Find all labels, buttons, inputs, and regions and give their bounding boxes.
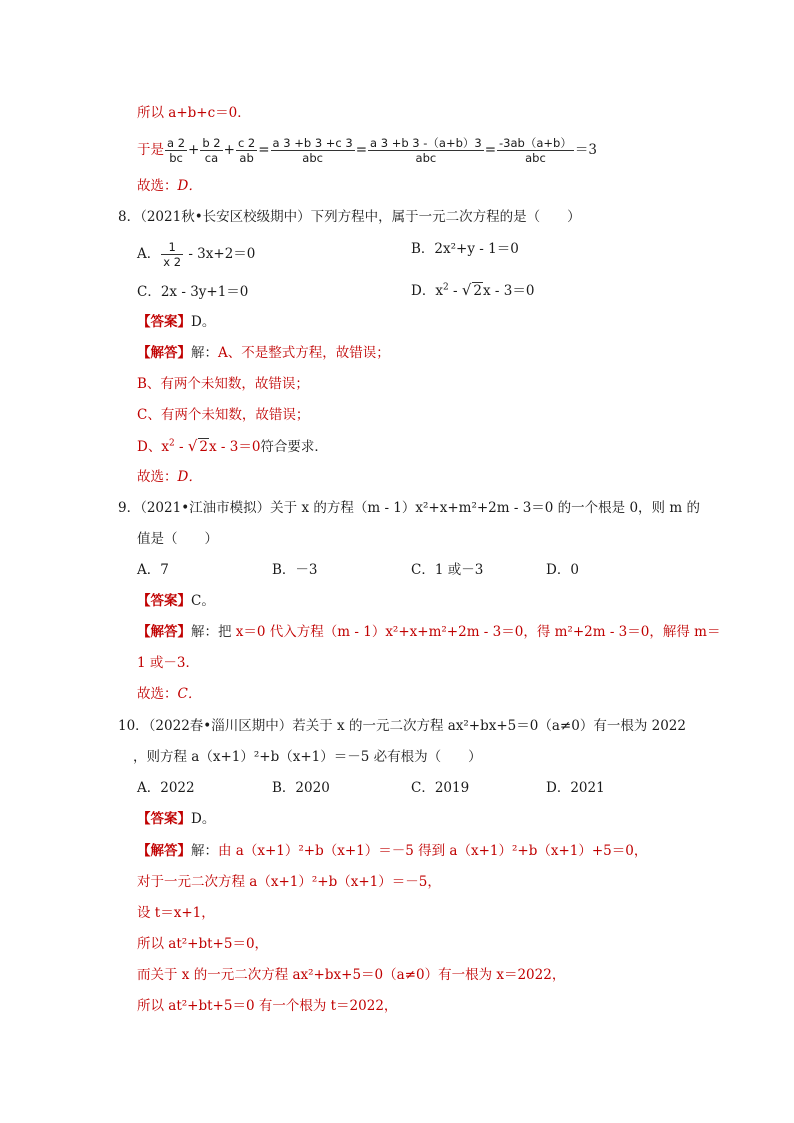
intro-choice-line: 故选：D． bbox=[137, 178, 202, 194]
q10-option-d: D．2021 bbox=[546, 780, 605, 796]
q10-solution-4: 所以 at²+bt+5＝0， bbox=[137, 936, 269, 952]
q8-a-fraction: $\frac{1}{x 2}$ bbox=[163, 239, 182, 269]
q8-solution-2: B、有两个未知数，故错误； bbox=[137, 376, 309, 392]
intro-result: ＝3 bbox=[574, 142, 597, 158]
q8-solution-4: D、$x^2$ - √ 2x - 3＝0符合要求． bbox=[137, 437, 328, 455]
q10-solution-5: 而关于 x 的一元二次方程 ax²+bx+5＝0（a≠0）有一根为 x＝2022， bbox=[137, 967, 566, 983]
q10-solution-2: 对于一元二次方程 a（x+1）²+b（x+1）＝－5， bbox=[137, 874, 441, 890]
q10-answer: 【答案】D。 bbox=[137, 811, 216, 827]
q9-solution-1: 【解答】解：把 x＝0 代入方程（m - 1）x²+x+m²+2m - 3＝0，得 m²+2m - 3＝0，解得 m＝ bbox=[137, 624, 721, 640]
q10-stem-1: 10．（2022春•淄川区期中）若关于 x 的一元二次方程 ax²+bx+5＝0（a≠0）有一根为 2022 bbox=[118, 718, 686, 734]
q9-solution-2: 1 或－3． bbox=[137, 655, 199, 671]
q9-stem-2: 值是（ ） bbox=[137, 531, 218, 547]
q9-choice: 故选：C． bbox=[137, 686, 202, 702]
q8-option-d: D．$x^2$ - √ 2x - 3＝0 bbox=[411, 281, 535, 299]
q10-option-b: B．2020 bbox=[272, 780, 330, 796]
intro-fraction-line: 于是 $\frac{a 2}{bc}$ + $\frac{b 2}{ca}$ + $\frac{c 2}{ab}$ = $\frac{a 3 +b 3 +c 3}{\text{abc}}$ = $\frac{a 3 +b 3 -(a+b)3}{\text{abc}}$ = $\frac{-3ab(a+b)}{\text{abc}}$ ＝3 bbox=[137, 135, 597, 165]
q9-option-d: D．0 bbox=[546, 562, 579, 578]
sqrt-icon: √ bbox=[187, 437, 198, 455]
q10-option-a: A．2022 bbox=[137, 780, 195, 796]
q8-option-a: A． $\frac{1}{x 2}$ - 3x+2＝0 bbox=[137, 239, 256, 269]
q10-solution-6: 所以 at²+bt+5＝0 有一个根为 t＝2022， bbox=[137, 998, 398, 1014]
q9-option-a: A．7 bbox=[137, 562, 169, 578]
q8-solution-1: 【解答】解：A、不是整式方程，故错误； bbox=[137, 345, 390, 361]
q8-stem: 8．（2021秋•长安区校级期中）下列方程中，属于一元二次方程的是（ ） bbox=[118, 209, 581, 225]
fraction-minus3ab: $\frac{-3ab(a+b)}{\text{abc}}$ bbox=[499, 135, 572, 165]
q8-answer: 【答案】D。 bbox=[137, 314, 216, 330]
fraction-a2-bc: $\frac{a 2}{bc}$ bbox=[167, 135, 186, 165]
q9-stem-1: 9．（2021•江油市模拟）关于 x 的方程（m - 1）x²+x+m²+2m - 3＝0 的一个根是 0，则 m 的 bbox=[118, 500, 700, 516]
fraction-c2-ab: $\frac{c 2}{ab}$ bbox=[237, 135, 256, 165]
q10-solution-1: 【解答】解：由 a（x+1）²+b（x+1）＝－5 得到 a（x+1）²+b（x+1）+5＝0， bbox=[137, 843, 648, 859]
q8-option-b: B．2x²+y - 1＝0 bbox=[411, 241, 519, 257]
fraction-cubes-sum: $\frac{a 3 +b 3 +c 3}{\text{abc}}$ bbox=[272, 135, 353, 165]
q9-option-c: C．1 或－3 bbox=[411, 562, 484, 578]
q8-option-c: C．2x - 3y+1＝0 bbox=[137, 284, 249, 300]
q10-option-c: C．2019 bbox=[411, 780, 470, 796]
q9-option-b: B．－3 bbox=[272, 562, 318, 578]
intro-then-prefix: 于是 bbox=[137, 142, 164, 158]
intro-sum-line: 所以 a+b+c＝0． bbox=[137, 105, 251, 121]
fraction-b2-ca: $\frac{b 2}{ca}$ bbox=[202, 135, 221, 165]
q9-answer: 【答案】C。 bbox=[137, 593, 215, 609]
q10-stem-2: ，则方程 a（x+1）²+b（x+1）＝－5 必有根为（ ） bbox=[133, 749, 482, 765]
q10-solution-3: 设 t＝x+1， bbox=[137, 905, 215, 921]
fraction-cubes-diff: $\frac{a 3 +b 3 -(a+b)3}{\text{abc}}$ bbox=[370, 135, 482, 165]
q8-choice: 故选：D． bbox=[137, 469, 202, 485]
q8-solution-3: C、有两个未知数，故错误； bbox=[137, 407, 310, 423]
sqrt-icon: √ bbox=[461, 281, 472, 299]
